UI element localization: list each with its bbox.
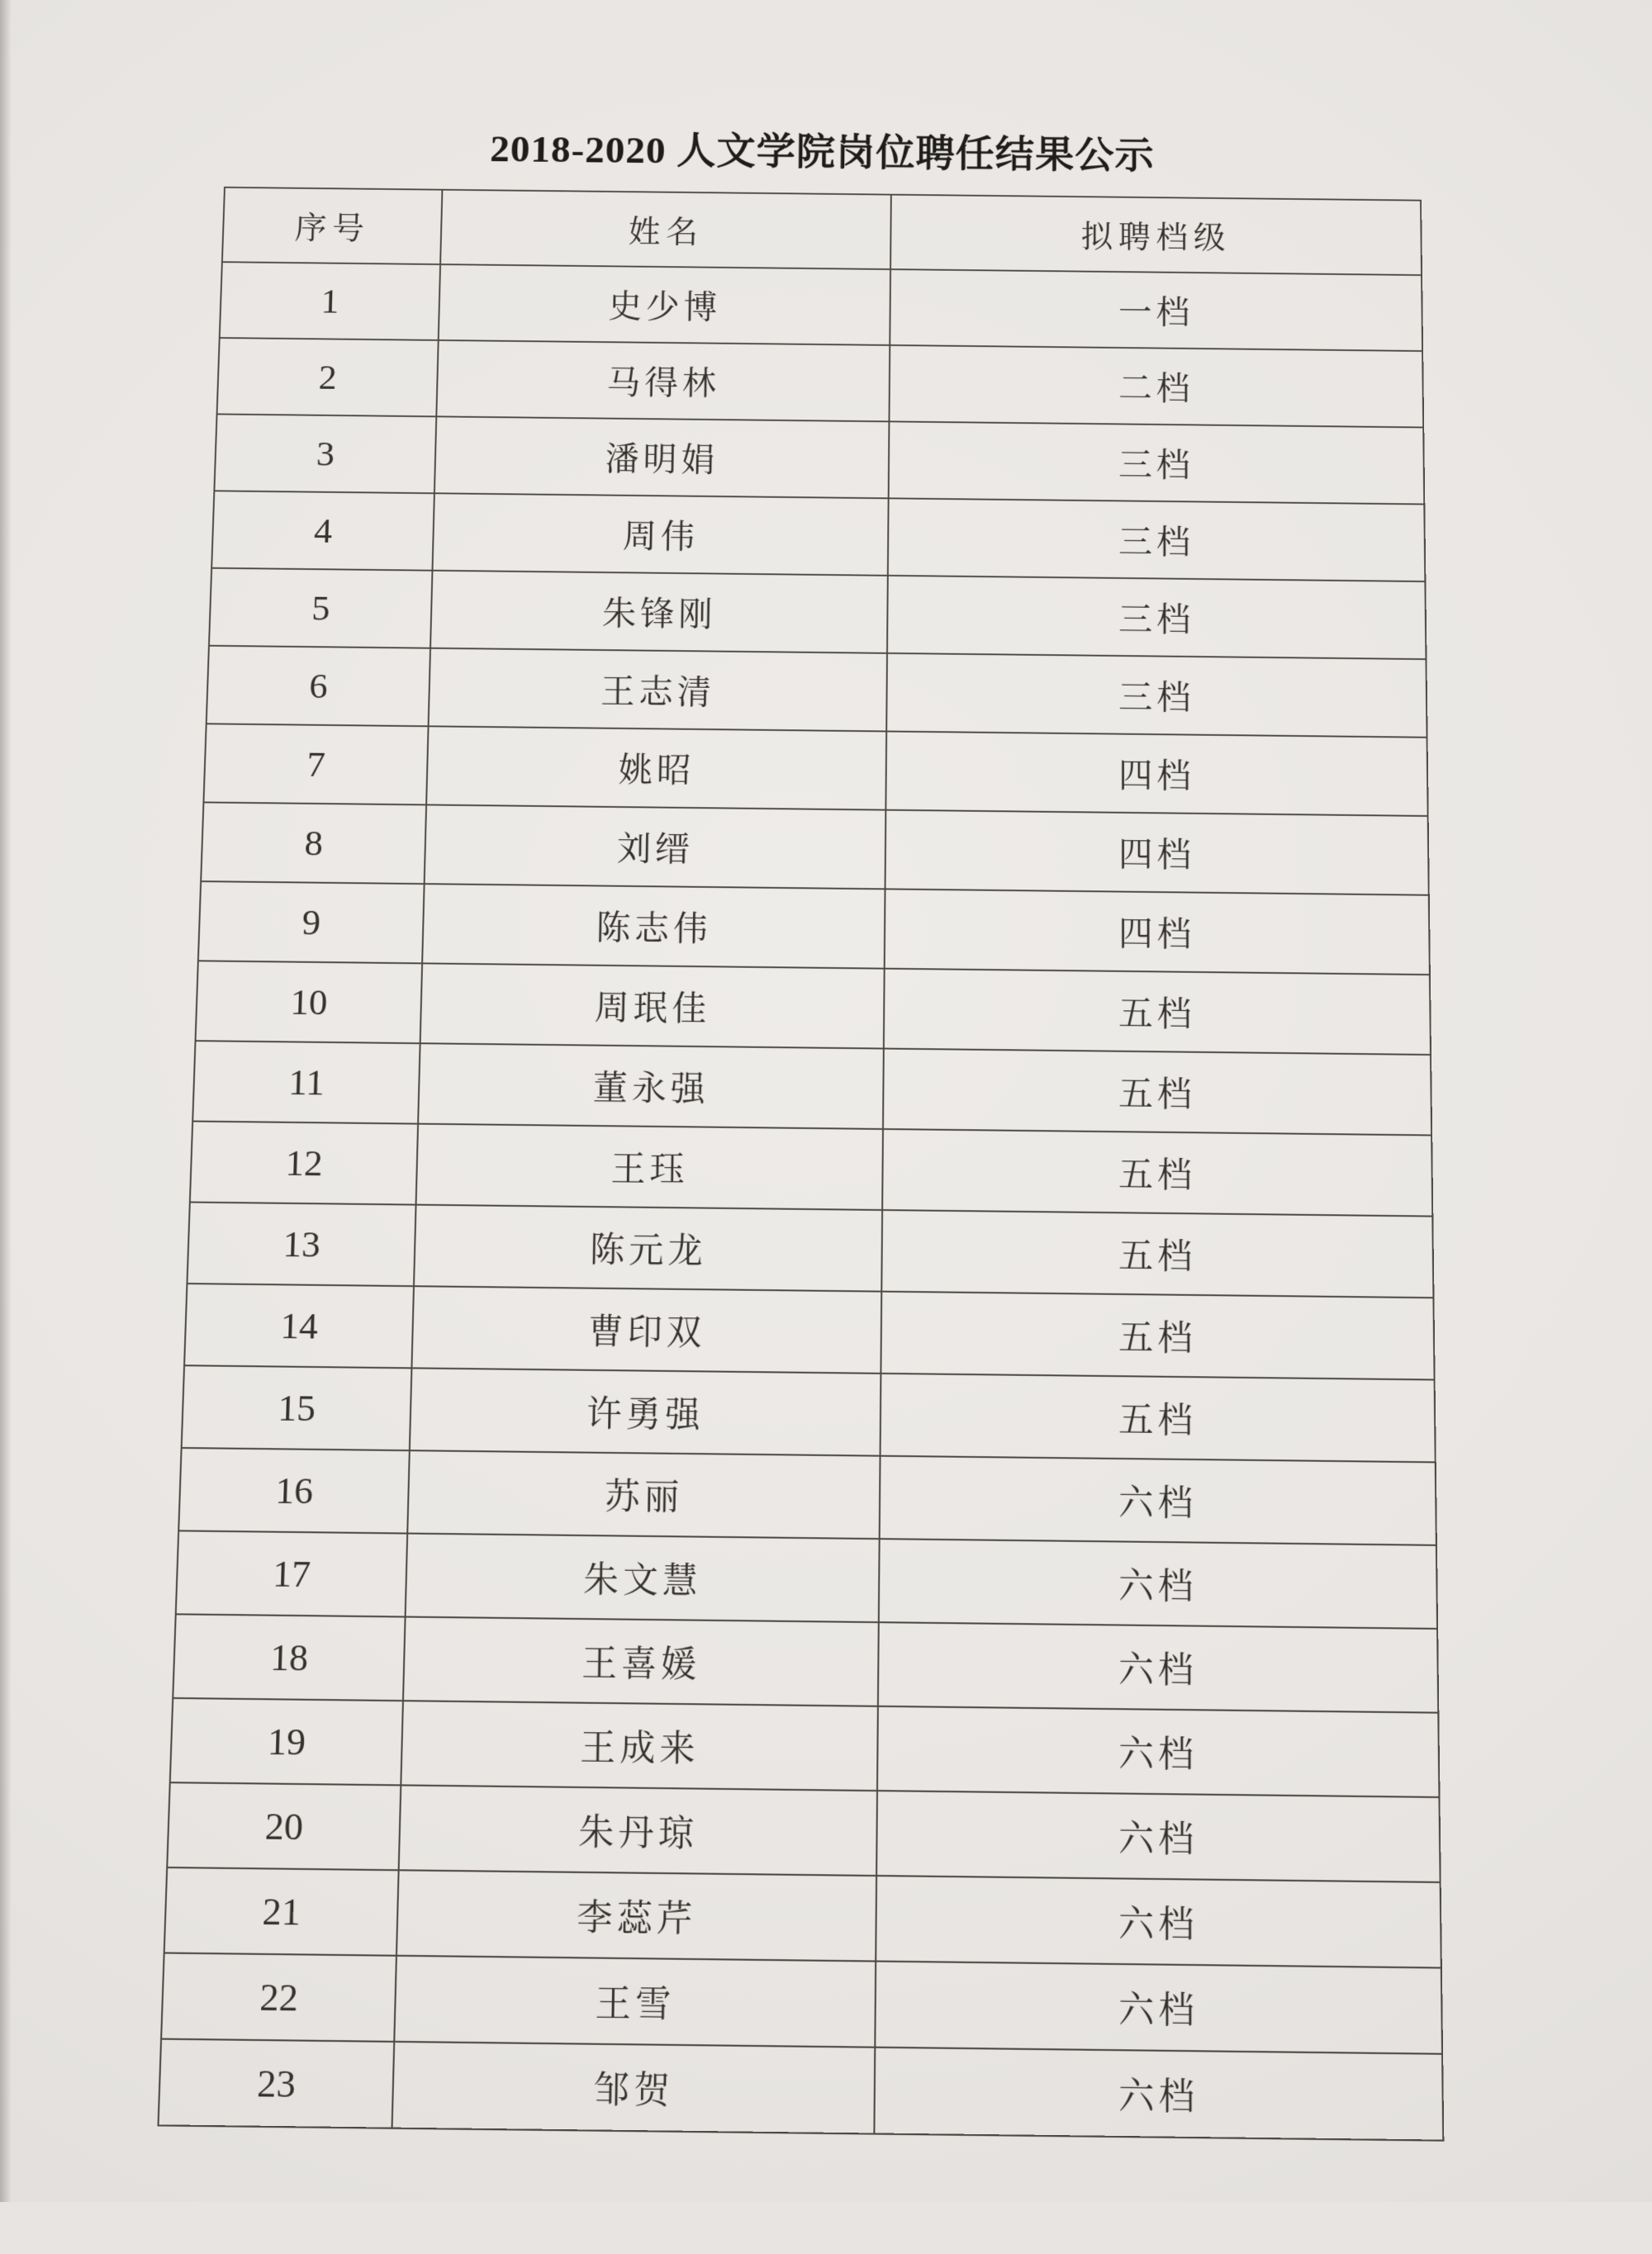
name-cell: 董永强 xyxy=(418,1043,884,1129)
table-row xyxy=(178,1448,1436,1545)
table-row xyxy=(190,1122,1432,1217)
col-header-name: 姓名 xyxy=(440,190,891,269)
table-row xyxy=(214,414,1424,504)
grade-cell: 六档 xyxy=(880,1456,1436,1545)
serial-cell: 10 xyxy=(196,961,423,1043)
table-row xyxy=(167,1782,1440,1882)
name-cell: 许勇强 xyxy=(410,1368,881,1455)
serial-cell: 20 xyxy=(167,1782,401,1870)
grade-cell: 三档 xyxy=(886,653,1427,738)
table-row xyxy=(164,1867,1441,1968)
table-row xyxy=(206,646,1427,738)
serial-cell: 22 xyxy=(161,1953,396,2041)
serial-cell: 11 xyxy=(192,1041,420,1123)
name-cell: 苏丽 xyxy=(407,1450,880,1539)
table-row xyxy=(176,1530,1437,1629)
name-cell: 曹印双 xyxy=(411,1286,881,1374)
serial-cell: 2 xyxy=(217,338,439,416)
name-cell: 姚昭 xyxy=(426,726,886,809)
name-cell: 周珉佳 xyxy=(420,963,885,1048)
serial-cell: 1 xyxy=(220,262,440,340)
table-row xyxy=(173,1614,1438,1712)
grade-cell: 五档 xyxy=(883,1049,1431,1136)
table-row xyxy=(170,1698,1440,1797)
name-cell: 王珏 xyxy=(416,1124,883,1210)
serial-cell: 6 xyxy=(206,646,430,727)
serial-cell: 14 xyxy=(184,1284,414,1368)
table-row xyxy=(220,262,1422,351)
name-cell: 陈志伟 xyxy=(422,884,885,969)
table-row xyxy=(182,1365,1436,1462)
serial-cell: 12 xyxy=(190,1122,418,1205)
table-row xyxy=(198,881,1430,975)
table-row xyxy=(211,491,1425,581)
name-cell: 王成来 xyxy=(401,1701,878,1791)
table-row xyxy=(201,802,1429,894)
table-row xyxy=(209,568,1427,659)
col-header-serial: 序号 xyxy=(222,187,443,264)
grade-cell: 五档 xyxy=(882,1129,1432,1217)
grade-cell: 六档 xyxy=(876,1876,1441,1968)
grade-cell: 六档 xyxy=(879,1539,1437,1629)
grade-cell: 一档 xyxy=(890,269,1422,351)
table-row xyxy=(184,1284,1435,1379)
table-row xyxy=(203,724,1427,816)
table-row xyxy=(192,1041,1431,1135)
serial-cell: 17 xyxy=(176,1530,407,1616)
serial-cell: 21 xyxy=(164,1867,399,1956)
grade-cell: 五档 xyxy=(881,1374,1436,1463)
grade-cell: 三档 xyxy=(888,498,1426,581)
page-title: 2018-2020 人文学院岗位聘任结果公示 xyxy=(489,127,1155,178)
serial-cell: 8 xyxy=(201,802,426,884)
grade-cell: 六档 xyxy=(877,1706,1439,1797)
grade-cell: 六档 xyxy=(874,2048,1443,2141)
grade-cell: 五档 xyxy=(884,969,1431,1055)
grade-cell: 四档 xyxy=(885,810,1429,895)
grade-cell: 六档 xyxy=(875,1962,1442,2054)
name-cell: 邹贺 xyxy=(392,2042,876,2134)
serial-cell: 16 xyxy=(178,1448,410,1534)
serial-cell: 7 xyxy=(203,724,428,804)
serial-cell: 15 xyxy=(182,1365,412,1450)
table-row xyxy=(217,338,1424,427)
grade-cell: 二档 xyxy=(889,345,1423,428)
document-page xyxy=(0,40,1652,2254)
appointment-result-table xyxy=(157,187,1444,2142)
name-cell: 王喜媛 xyxy=(403,1617,879,1706)
table-header-row xyxy=(222,187,1422,275)
serial-cell: 5 xyxy=(209,568,433,648)
grade-cell: 六档 xyxy=(876,1791,1441,1882)
name-cell: 王志清 xyxy=(429,648,887,732)
name-cell: 史少博 xyxy=(439,264,890,345)
serial-cell: 9 xyxy=(198,881,425,963)
name-cell: 朱文慧 xyxy=(406,1534,880,1623)
name-cell: 陈元龙 xyxy=(414,1205,882,1292)
table-row xyxy=(159,2039,1444,2141)
table-row xyxy=(187,1203,1433,1298)
serial-cell: 3 xyxy=(214,414,436,493)
serial-cell: 4 xyxy=(211,491,434,570)
grade-cell: 五档 xyxy=(881,1210,1433,1298)
table-row xyxy=(161,1953,1442,2053)
name-cell: 潘明娟 xyxy=(434,416,890,498)
serial-cell: 18 xyxy=(173,1614,405,1701)
grade-cell: 三档 xyxy=(889,421,1425,504)
grade-cell: 四档 xyxy=(885,889,1430,975)
name-cell: 马得林 xyxy=(436,340,890,421)
col-header-grade: 拟聘档级 xyxy=(890,195,1422,275)
name-cell: 周伟 xyxy=(432,493,888,576)
table-row xyxy=(196,961,1431,1055)
name-cell: 刘缙 xyxy=(425,804,886,889)
serial-cell: 23 xyxy=(159,2039,395,2128)
grade-cell: 三档 xyxy=(887,576,1426,659)
name-cell: 朱锋刚 xyxy=(430,571,888,653)
name-cell: 李蕊芹 xyxy=(396,1870,876,1961)
name-cell: 王雪 xyxy=(394,1956,876,2048)
grade-cell: 五档 xyxy=(881,1292,1434,1380)
grade-cell: 四档 xyxy=(885,731,1427,816)
serial-cell: 13 xyxy=(187,1203,415,1287)
name-cell: 朱丹琼 xyxy=(399,1785,877,1876)
grade-cell: 六档 xyxy=(878,1622,1438,1712)
serial-cell: 19 xyxy=(170,1698,403,1785)
